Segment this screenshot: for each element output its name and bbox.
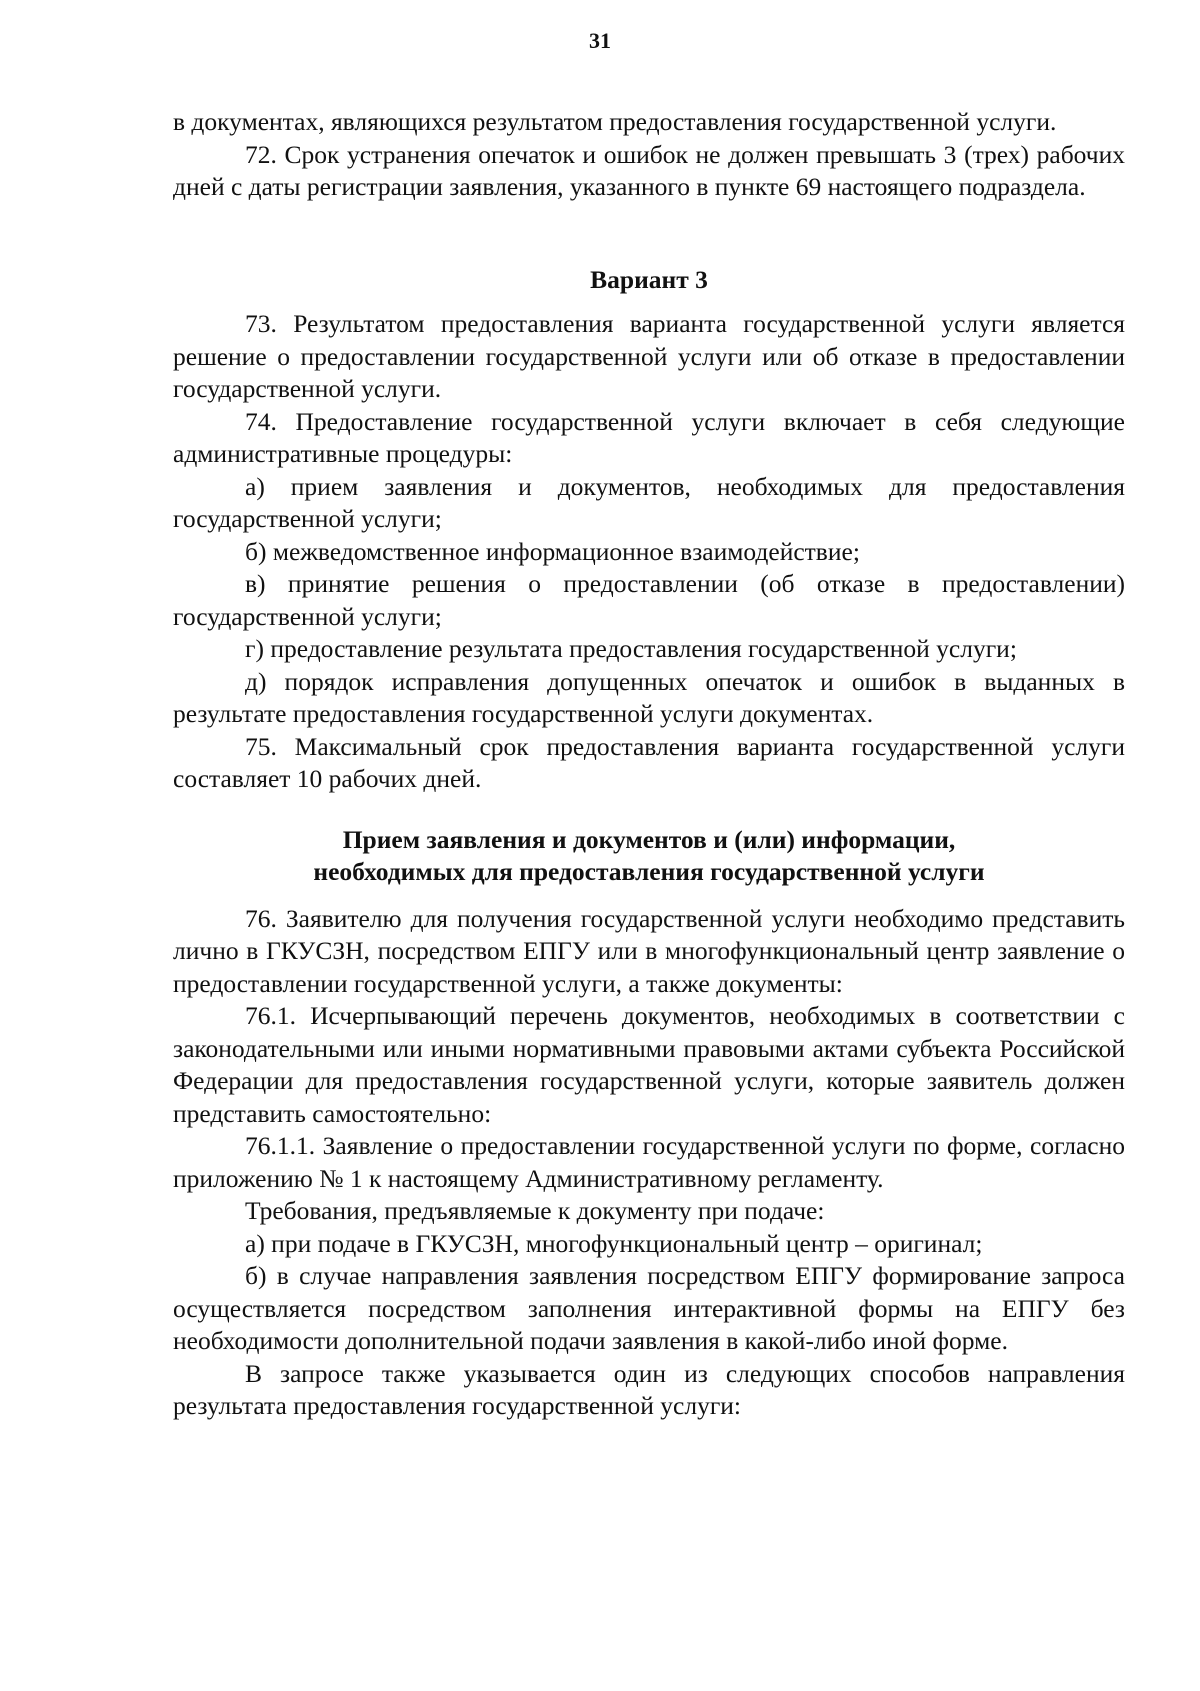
list-item-d: д) порядок исправления допущенных опечаток и ошибок в выданных в результате предоставления государственной услуги документах. — [173, 666, 1125, 728]
paragraph-72: 72. Срок устранения опечаток и ошибок не должен превышать 3 (трех) рабочих дней с даты регистрации заявления, указанного в пункте 69 настоящего подраздела. — [173, 139, 1125, 201]
paragraph-76-1: 76.1. Исчерпывающий перечень документов, необходимых в соответствии с законодательными или иными нормативными правовыми актами субъекта Российской Федерации для предоставления государственной услуги, которые заявитель должен представить самостоятельно: — [173, 1001, 1125, 1128]
paragraph-74: 74. Предоставление государственной услуги включает в себя следующие административные процедуры: — [173, 406, 1125, 468]
section-heading — [173, 824, 1125, 889]
page-number: 31 — [589, 28, 611, 53]
paragraph-76-1-1: 76.1.1. Заявление о предоставлении государственной услуги по форме, согласно приложению № 1 к настоящему Административному регламенту. — [173, 1131, 1125, 1193]
paragraph-76: 76. Заявителю для получения государственной услуги необходимо представить лично в ГКУСЗН, посредством ЕПГУ или в многофункциональный центр заявление о предоставлении государственной услуги, а также документы: — [173, 903, 1125, 998]
list-item-b: б) межведомственное информационное взаимодействие; — [245, 536, 860, 566]
list-item-g: г) предоставление результата предоставления государственной услуги; — [245, 634, 1017, 663]
requirements-intro: Требования, предъявляемые к документу при подаче: — [245, 1196, 825, 1225]
document-body — [173, 106, 1125, 1423]
list-item-v: в) принятие решения о предоставлении (об отказе в предоставлении) государственной услуги; — [173, 569, 1125, 631]
paragraph-73: 73. Результатом предоставления варианта государственной услуги является решение о предоставлении государственной услуги или об отказе в предоставлении государственной услуги. — [173, 309, 1125, 403]
request-methods-intro: В запросе также указывается один из следующих способов направления результата предоставления государственной услуги: — [173, 1358, 1125, 1420]
variant-heading: Вариант 3 — [590, 264, 708, 294]
requirement-a: а) при подаче в ГКУСЗН, многофункциональный центр – оригинал; — [245, 1228, 983, 1258]
section-heading-line-2: необходимых для предоставления государственной услуги — [313, 857, 985, 886]
list-item-a: а) прием заявления и документов, необходимых для предоставления государственной услуги; — [173, 471, 1125, 533]
paragraph-75: 75. Максимальный срок предоставления варианта государственной услуги составляет 10 рабочих дней. — [173, 731, 1125, 793]
requirement-b: б) в случае направления заявления посредством ЕПГУ формирование запроса осуществляется посредством заполнения интерактивной формы на ЕПГУ без необходимости дополнительной подачи заявления в какой-либо иной форме. — [173, 1261, 1125, 1355]
paragraph: в документах, являющихся результатом предоставления государственной услуги. — [173, 107, 1057, 136]
section-heading-line-1: Прием заявления и документов и (или) информации, — [342, 824, 956, 854]
